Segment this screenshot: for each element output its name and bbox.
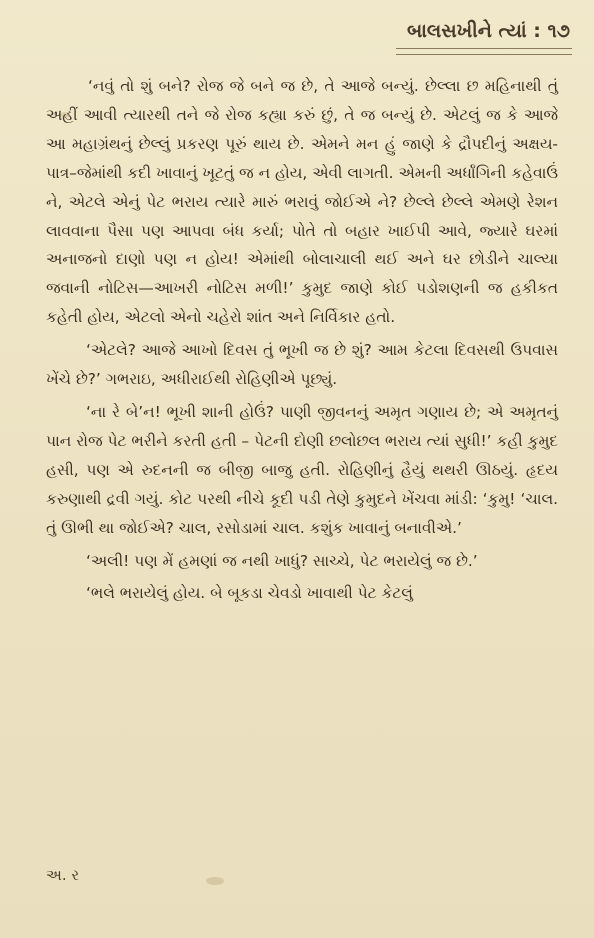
paragraph-4: ‘અલી! પણ મેં હમણાં જ નથી ખાધું? સાચ્ચે, પેટ ભરાયેલું જ છે.’ [86,551,478,570]
paper-stain [60,112,70,118]
paragraph-2: ‘એટલે? આજે આખો દિવસ તું ભૂખી જ છે શું? આમ કેટલા દિવસથી ઉપવાસ ખેંચે છે?’ ગભરાઇ, અધીરાઈથી રોહિણીએ પૂછ્યું. [46,341,558,389]
paragraph-5: ‘ભલે ભરાયેલું હોય. બે બૂકડા ચેવડો ખાવાથી પેટ કેટલું [86,584,413,603]
paragraph-3: ‘ના રે બે’ન! ભૂખી શાની હોઉં? પાણી જીવનનું અમૃત ગણાય છે; એ અમૃતનું પાન રોજ પેટ ભરીને કરતી હતી – પેટની દોણી છલોછલ ભરાય ત્યાં સુધી!’ કહી કુમુદ હસી, પણ એ રુદનની જ બીજી બાજુ હતી. રોહિણીનું હૈયું થથરી ઊઠયું. હૃદય કરુણાથી દ્રવી ગયું. કોટ પરથી નીચે કૂદી પડી તેણે કુમુદને ખેંચવા માંડી: ‘કુમુ! ‘ચાલ. તું ઊભી થા જોઈએ? ચાલ, રસોડામાં ચાલ. કશુંક ખાવાનું બનાવીએ.’ [46,402,558,537]
paragraph-1: ‘નવું તો શું બને? રોજ જે બને જ છે, તે આજે બન્યું. છેલ્લા છ મહિનાથી તું અહીં આવી ત્યારથી તને જે રોજ કહ્યા કરું છું, તે જ બન્યું છે. એટલું જ કે આજે આ મહાગ્રંથનું છેલ્લું પ્રકરણ પૂરું થાય છે. એમને મન હું જાણે કે દ્રૌપદીનું અક્ષય-પાત્ર–જેમાંથી કદી ખાવાનું ખૂટતું જ ન હોય, એવી લાગતી. એમની અર્ધાંગિની કહેવાઉં ને, એટલે એનું પેટ ભરાય ત્યારે મારું ભરાવું જોઈએ ને? છેલ્લે છેલ્લે એમણે રેશન લાવવાના પૈસા પણ આપવા બંધ કર્યા; પોતે તો બહાર ખાઈપી આવે, જ્યારે ઘરમાં અનાજનો દાણો પણ ન હોય! એમાંથી બોલાચાલી થઈ અને ઘર છોડીને ચાલ્યા જવાની નોટિસ—આખરી નોટિસ મળી!’ કુમુદ જાણે કોઈ પડોશણની જ હકીકત કહેતી હોય, એટલો એનો ચહેરો શાંત અને નિર્વિકાર હતો. [46,77,558,327]
paper-stain [206,877,224,885]
header-rule [396,48,572,55]
page-body [46,72,558,612]
running-head: બાલસખીને ત્યાં : ૧૭ [407,20,570,42]
signature-mark: અ. ર [46,866,80,884]
